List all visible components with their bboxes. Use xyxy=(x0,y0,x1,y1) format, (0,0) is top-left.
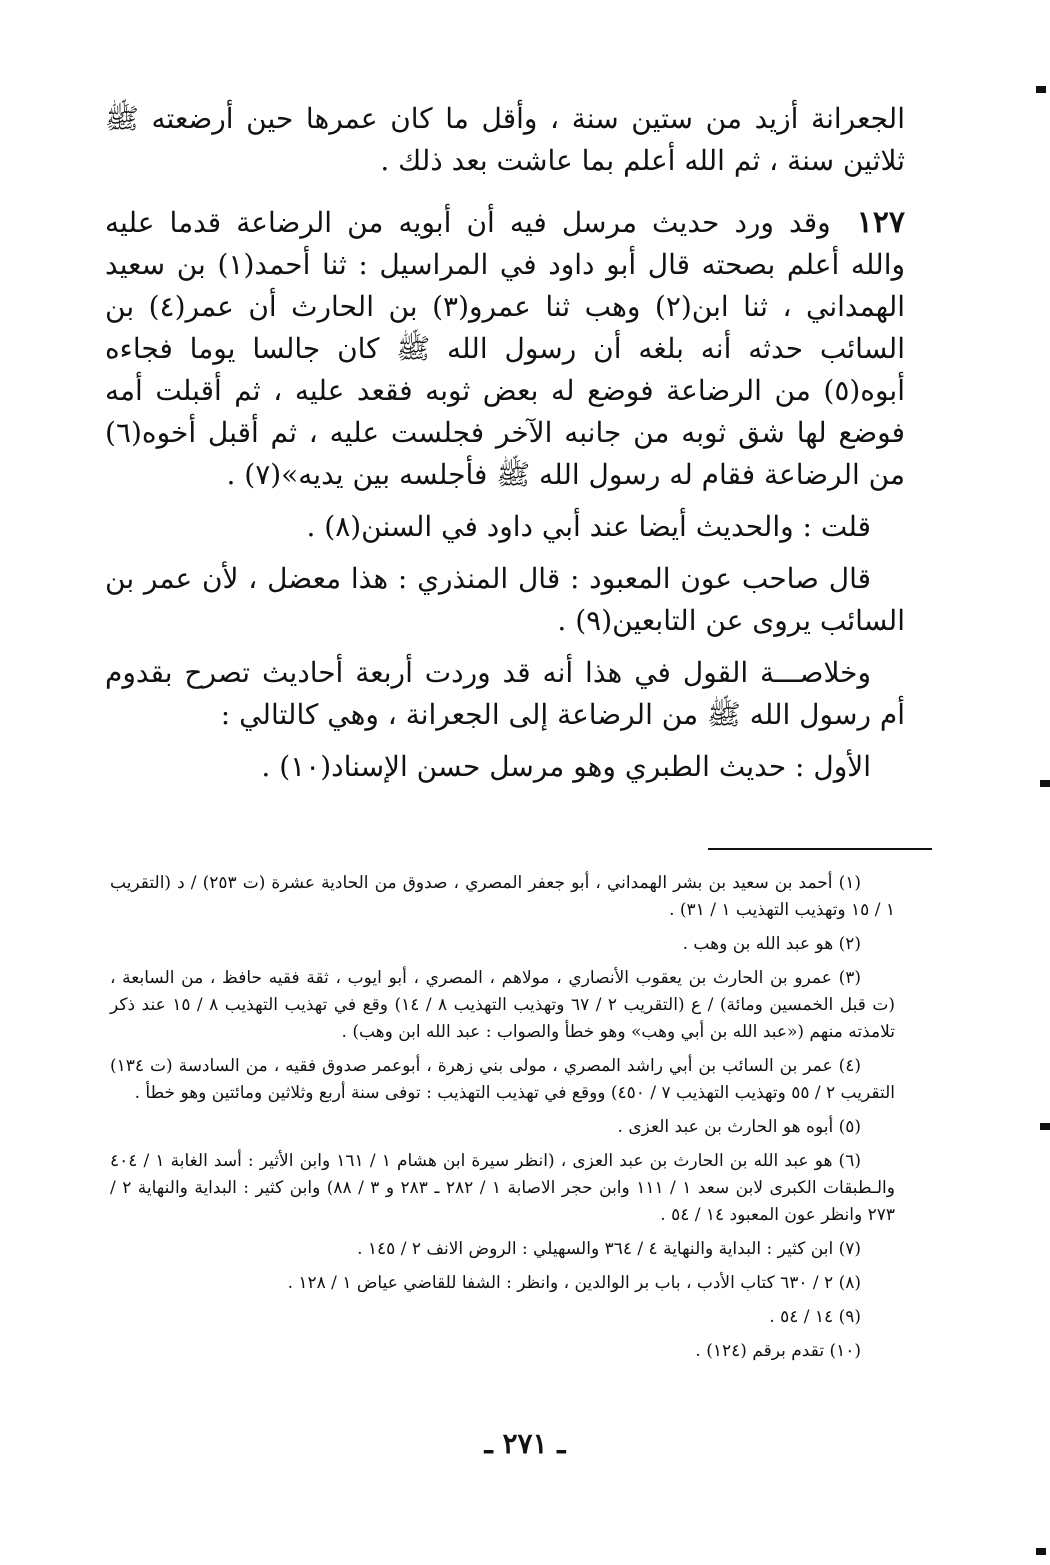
footnote: (١٠) تقدم برقم (١٢٤) . xyxy=(695,1341,861,1361)
khulasa-paragraph: وخلاصـــة القول في هذا أنه قد وردت أربعة أحاديث تصرح بقدوم أم رسول الله ﷺ من الرضاعة إلى الجعرانة ، وهي كالتالي : xyxy=(105,656,905,731)
main-text xyxy=(105,98,905,798)
hadith-text: وقد ورد حديث مرسل فيه أن أبويه من الرضاعة قدما عليه والله أعلم بصحته قال أبو داود في المراسيل : ثنا أحمد(١) بن سعيد الهمداني ، ثنا ابن(٢) وهب ثنا عمرو(٣) بن الحارث أن عمر(٤) بن السائب حدثه أنه بلغه أن رسول الله ﷺ كان جالسا يوما فجاءه أبوه(٥) من الرضاعة فوضع له بعض ثوبه فقعد عليه ، ثم أقبلت أمه فوضع لها شق ثوبه من جانبه الآخر فجلست عليه ، ثم أقبل أخوه(٦) من الرضاعة فقام له رسول الله ﷺ فأجلسه بين يديه»(٧) . xyxy=(105,206,905,491)
sahib-paragraph: قال صاحب عون المعبود : قال المنذري : هذا معضل ، لأن عمر بن السائب يروى عن التابعين(٩) . xyxy=(105,562,905,637)
footnote: (٤) عمر بن السائب بن أبي راشد المصري ، مولى بني زهرة ، أبوعمر صدوق فقيه ، من السادسة (ت ١٣٤) التقريب ٢ / ٥٥ وتهذيب التهذيب ٧ / ٤٥٠) ووقع في تهذيب التهذيب : توفى سنة أربع وثلاثين ومائتين وهو خطأ . xyxy=(110,1056,895,1103)
margin-mark xyxy=(1036,1548,1046,1555)
intro-paragraph: الجعرانة أزيد من ستين سنة ، وأقل ما كان عمرها حين أرضعته ﷺ ثلاثين سنة ، ثم الله أعلم بما عاشت بعد ذلك . xyxy=(105,102,905,177)
footnote: (٩) ١٤ / ٥٤ . xyxy=(769,1307,861,1327)
footnote: (٨) ٢ / ٦٣٠ كتاب الأدب ، باب بر الوالدين ، وانظر : الشفا للقاضي عياض ١ / ١٢٨ . xyxy=(287,1273,861,1293)
footnote: (١) أحمد بن سعيد بن بشر الهمداني ، أبو جعفر المصري ، صدوق من الحادية عشرة (ت ٢٥٣) / د (التقريب ١ / ١٥ وتهذيب التهذيب ١ / ٣١) . xyxy=(110,873,895,920)
page-number: ـ ٢٧١ ـ xyxy=(484,1427,566,1460)
margin-mark xyxy=(1040,780,1050,787)
awwal-paragraph: الأول : حديث الطبري وهو مرسل حسن الإسناد(١٠) . xyxy=(261,750,871,783)
footnote: (٦) هو عبد الله بن الحارث بن عبد العزى ، (انظر سيرة ابن هشام ١ / ١٦١ وابن الأثير : أسد الغابة ١ / ٤٠٤ والـطبقات الكبرى لابن سعد ١ / ١١١ وابن حجر الاصابة ١ / ٢٨٢ ـ ٢٨٣ و ٣ / ٨٨) وابن كثير : البداية والنهاية ٢ / ٢٧٣ وانظر عون المعبود ١٤ / ٥٤ . xyxy=(110,1151,895,1225)
margin-mark xyxy=(1036,86,1046,93)
footnote: (٧) ابن كثير : البداية والنهاية ٤ / ٣٦٤ والسهيلي : الروض الانف ٢ / ١٤٥ . xyxy=(357,1239,861,1259)
qultu-paragraph: قلت : والحديث أيضا عند أبي داود في السنن(٨) . xyxy=(306,510,871,543)
footnote: (٣) عمرو بن الحارث بن يعقوب الأنصاري ، مولاهم ، المصري ، أبو ايوب ، ثقة فقيه حافظ ، من السابعة ، (ت قبل الخمسين ومائة) / ع (التقريب ٢ / ٦٧ وتهذيب التهذيب ٨ / ١٤) وقع في تهذيب التهذيب ٨ / ١٥ عند ذكر تلامذته منهم («عبد الله بن أبي وهب» وهو خطأ والصواب : عبد الله ابن وهب) . xyxy=(110,968,895,1042)
footnotes xyxy=(110,870,895,1372)
footnote-separator xyxy=(708,848,932,850)
footnote: (٢) هو عبد الله بن وهب . xyxy=(682,934,861,954)
footnote: (٥) أبوه هو الحارث بن عبد العزى . xyxy=(617,1117,861,1137)
margin-mark xyxy=(1040,1123,1050,1130)
hadith-paragraph xyxy=(105,202,905,496)
hadith-number: ١٢٧ xyxy=(856,205,905,240)
